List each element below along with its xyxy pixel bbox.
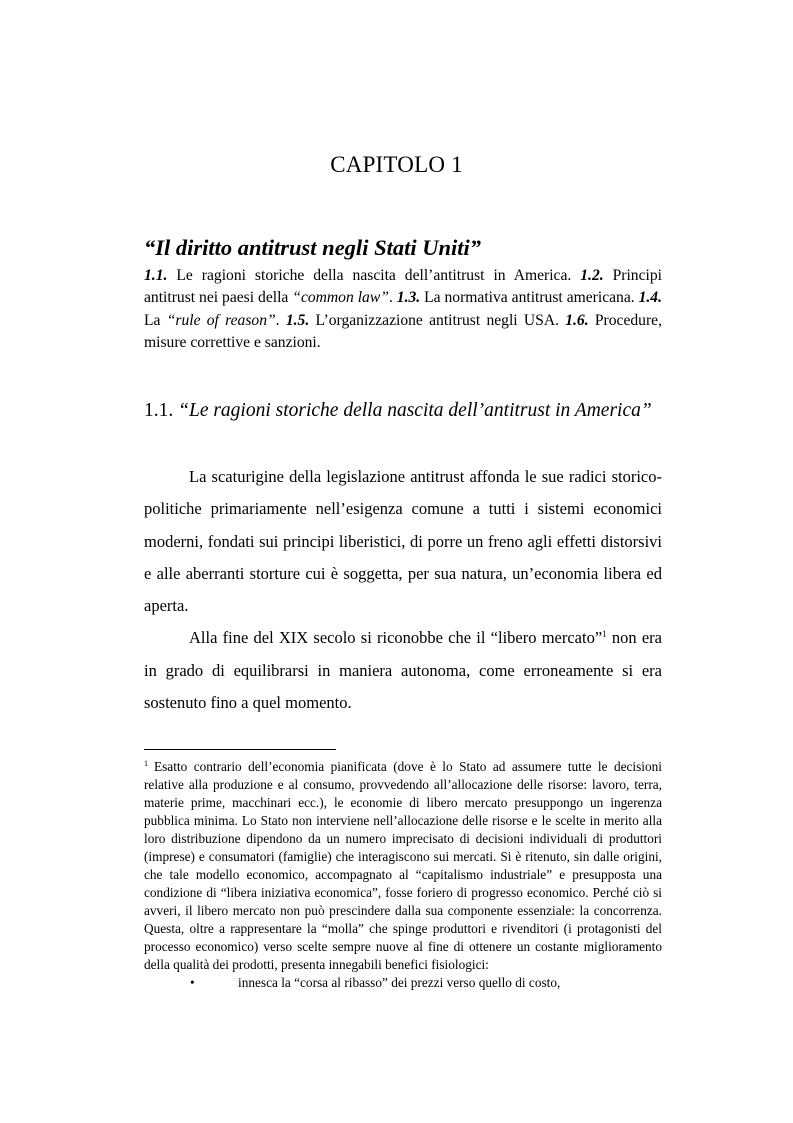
summary-text: La normativa antitrust americana. [420, 289, 639, 307]
chapter-summary [144, 265, 662, 354]
body-text [144, 461, 662, 719]
summary-number: 1.5. [285, 311, 310, 329]
paragraph-2 [144, 622, 662, 719]
chapter-heading: CAPITOLO 1 [330, 152, 463, 177]
footnote-list [144, 974, 662, 992]
paragraph-1: La scaturigine della legislazione antitrust affonda le sue radici storico-politiche primariamente nell’esigenza comune a tutti i sistemi economici moderni, fondati sui principi liberistici, di porre un freno agli effetti distorsivi e alle aberranti storture cui è soggetta, per sua natura, un’economia libera ed aperta. [144, 467, 662, 616]
summary-number: 1.6. [565, 311, 589, 329]
summary-number: 1.3. [396, 289, 421, 307]
summary-italic: “common law” [292, 289, 389, 307]
summary-number: 1.2. [580, 267, 604, 284]
section-title: “Le ragioni storiche della nascita dell’antitrust in America” [178, 400, 652, 421]
summary-text: . [388, 289, 397, 307]
footnote-list-item [144, 974, 662, 992]
bullet-icon: • [190, 975, 195, 990]
summary-number: 1.1. [144, 267, 168, 284]
section-number: 1.1. [144, 400, 179, 421]
paragraph-2-text-a: Alla fine del XIX secolo si riconobbe che il “libero mercato” [189, 628, 603, 648]
footnote-reference[interactable]: 1 [602, 629, 607, 640]
footnote-number: 1 [144, 759, 148, 768]
paragraph-2-text-b: non era in grado di equilibrarsi in maniera autonoma, come erroneamente si era sostenuto fino a quel momento. [144, 628, 662, 713]
summary-text: La [144, 311, 167, 329]
summary-text: Procedure, misure correttive e sanzioni. [144, 311, 662, 351]
summary-text: . [275, 311, 286, 329]
summary-text: Le ragioni storiche della nascita dell’antitrust in America. [167, 267, 581, 284]
footnote-paragraph [144, 758, 662, 974]
summary-number: 1.4. [638, 289, 662, 307]
section-heading [144, 400, 704, 422]
summary-text: Principi antitrust nei paesi della [144, 267, 662, 307]
footnote-separator [144, 749, 336, 750]
summary-italic: “rule of reason” [166, 311, 276, 329]
summary-text: L’organizzazione antitrust negli USA. [309, 311, 566, 329]
footnote-list-item-text: innesca la “corsa al ribasso” dei prezzi verso quello di costo, [238, 975, 561, 990]
chapter-title: “Il diritto antitrust negli Stati Uniti” [144, 235, 481, 260]
footnote [144, 758, 662, 992]
footnote-text: Esatto contrario dell’economia pianificata (dove è lo Stato ad assumere tutte le decisioni relative alla produzione e al consumo, provvedendo all’allocazione delle risorse: lavoro, terra, materie prime, macchinari ecc.), le economie di libero mercato presuppongo un ingerenza pubblica minima. Lo Stato non interviene nell’allocazione delle risorse e le scelte in merito alla loro distribuzione dipendono da un numero imprecisato di decisioni individuali di produttori (imprese) e consumatori (famiglie) che interagiscono sui mercati. Si è ritenuto, sin dalle origini, che tale modello economico, accompagnato al “capitalismo industriale” e presupposta una condizione di “libera iniziativa economica”, fosse foriero di progresso economico. Perché ciò si avveri, il libero mercato non può prescindere dalla sua componente essenziale: la concorrenza. Questa, oltre a rappresentare la “molla” che spinge produttori e rivenditori (i protagonisti del processo economico) verso scelte sempre nuove al fine di ottenere un costante miglioramento della qualità dei prodotti, presenta innegabili benefici fisiologici: [144, 759, 662, 972]
